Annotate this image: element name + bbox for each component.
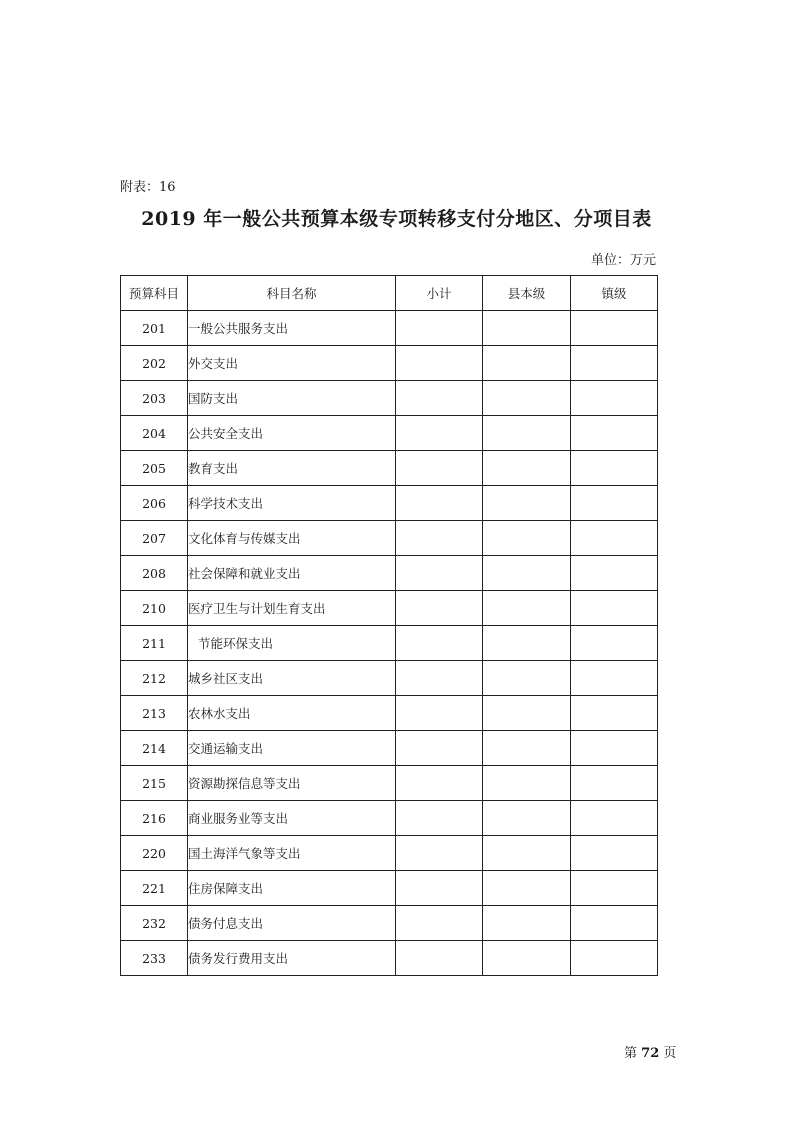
- budget-code-cell: 214: [121, 731, 188, 766]
- budget-code-cell: 201: [121, 311, 188, 346]
- county-level-cell: [483, 696, 571, 731]
- town-level-cell: [571, 416, 658, 451]
- table-row: [121, 416, 658, 451]
- item-name-cell: 国土海洋气象等支出: [188, 836, 396, 871]
- county-level-cell: [483, 416, 571, 451]
- table-row: [121, 696, 658, 731]
- unit-label: 单位：万元: [590, 253, 656, 268]
- subtotal-cell: [396, 556, 483, 591]
- page-number: [624, 1042, 676, 1061]
- subtotal-cell: [396, 731, 483, 766]
- item-name-cell: 国防支出: [188, 381, 396, 416]
- subtotal-cell: [396, 661, 483, 696]
- county-level-cell: [483, 906, 571, 941]
- town-level-cell: [571, 556, 658, 591]
- item-name-cell: 债务发行费用支出: [188, 941, 396, 976]
- county-level-cell: [483, 591, 571, 626]
- header-item-name: 科目名称: [188, 276, 396, 311]
- budget-code-cell: 208: [121, 556, 188, 591]
- subtotal-cell: [396, 346, 483, 381]
- county-level-cell: [483, 661, 571, 696]
- item-name-cell: 城乡社区支出: [188, 661, 396, 696]
- header-budget-code: 预算科目: [121, 276, 188, 311]
- town-level-cell: [571, 626, 658, 661]
- table-row: [121, 381, 658, 416]
- table-row: [121, 486, 658, 521]
- budget-code-cell: 215: [121, 766, 188, 801]
- item-name-cell: 外交支出: [188, 346, 396, 381]
- county-level-cell: [483, 556, 571, 591]
- item-name-cell: 一般公共服务支出: [188, 311, 396, 346]
- town-level-cell: [571, 731, 658, 766]
- budget-code-cell: 207: [121, 521, 188, 556]
- item-name-cell: 资源勘探信息等支出: [188, 766, 396, 801]
- item-name-cell: 农林水支出: [188, 696, 396, 731]
- item-name-cell: 交通运输支出: [188, 731, 396, 766]
- table-row: [121, 836, 658, 871]
- town-level-cell: [571, 381, 658, 416]
- item-name-cell: 社会保障和就业支出: [188, 556, 396, 591]
- budget-code-cell: 204: [121, 416, 188, 451]
- town-level-cell: [571, 521, 658, 556]
- budget-code-cell: 205: [121, 451, 188, 486]
- budget-code-cell: 232: [121, 906, 188, 941]
- county-level-cell: [483, 521, 571, 556]
- table-row: [121, 941, 658, 976]
- table-row: [121, 661, 658, 696]
- table-row: [121, 451, 658, 486]
- subtotal-cell: [396, 906, 483, 941]
- town-level-cell: [571, 661, 658, 696]
- town-level-cell: [571, 346, 658, 381]
- item-name-cell: 商业服务业等支出: [188, 801, 396, 836]
- town-level-cell: [571, 836, 658, 871]
- county-level-cell: [483, 451, 571, 486]
- table-row: [121, 871, 658, 906]
- county-level-cell: [483, 836, 571, 871]
- subtotal-cell: [396, 836, 483, 871]
- table-row: [121, 556, 658, 591]
- page-title: 2019 年一般公共预算本级专项转移支付分地区、分项目表: [141, 208, 652, 230]
- table-row: [121, 311, 658, 346]
- county-level-cell: [483, 871, 571, 906]
- budget-code-cell: 216: [121, 801, 188, 836]
- county-level-cell: [483, 346, 571, 381]
- budget-table: [120, 275, 658, 976]
- county-level-cell: [483, 626, 571, 661]
- budget-code-cell: 220: [121, 836, 188, 871]
- header-town-level: 镇级: [571, 276, 658, 311]
- item-name-cell: 文化体育与传媒支出: [188, 521, 396, 556]
- subtotal-cell: [396, 521, 483, 556]
- table-row: [121, 906, 658, 941]
- table-row: [121, 731, 658, 766]
- table-row: [121, 521, 658, 556]
- budget-code-cell: 210: [121, 591, 188, 626]
- item-name-cell: 公共安全支出: [188, 416, 396, 451]
- subtotal-cell: [396, 696, 483, 731]
- header-county-level: 县本级: [483, 276, 571, 311]
- subtotal-cell: [396, 486, 483, 521]
- county-level-cell: [483, 801, 571, 836]
- town-level-cell: [571, 906, 658, 941]
- item-name-cell: 医疗卫生与计划生育支出: [188, 591, 396, 626]
- subtotal-cell: [396, 381, 483, 416]
- header-subtotal: 小计: [396, 276, 483, 311]
- budget-code-cell: 221: [121, 871, 188, 906]
- county-level-cell: [483, 486, 571, 521]
- subtotal-cell: [396, 941, 483, 976]
- table-row: [121, 626, 658, 661]
- county-level-cell: [483, 381, 571, 416]
- table-row: [121, 346, 658, 381]
- subtotal-cell: [396, 451, 483, 486]
- town-level-cell: [571, 941, 658, 976]
- county-level-cell: [483, 766, 571, 801]
- county-level-cell: [483, 731, 571, 766]
- page-number-value: 72: [641, 1046, 660, 1061]
- subtotal-cell: [396, 591, 483, 626]
- town-level-cell: [571, 486, 658, 521]
- page-suffix: 页: [663, 1046, 677, 1061]
- subtotal-cell: [396, 626, 483, 661]
- table-row: [121, 801, 658, 836]
- town-level-cell: [571, 696, 658, 731]
- budget-code-cell: 213: [121, 696, 188, 731]
- town-level-cell: [571, 801, 658, 836]
- county-level-cell: [483, 941, 571, 976]
- table-row: [121, 766, 658, 801]
- table-row: [121, 591, 658, 626]
- subtotal-cell: [396, 871, 483, 906]
- budget-code-cell: 206: [121, 486, 188, 521]
- town-level-cell: [571, 591, 658, 626]
- item-name-cell: 债务付息支出: [188, 906, 396, 941]
- budget-code-cell: 211: [121, 626, 188, 661]
- budget-code-cell: 212: [121, 661, 188, 696]
- budget-code-cell: 203: [121, 381, 188, 416]
- subtotal-cell: [396, 416, 483, 451]
- subtotal-cell: [396, 311, 483, 346]
- table-header-row: [121, 276, 658, 311]
- town-level-cell: [571, 451, 658, 486]
- county-level-cell: [483, 311, 571, 346]
- budget-code-cell: 233: [121, 941, 188, 976]
- budget-code-cell: 202: [121, 346, 188, 381]
- item-name-cell: 教育支出: [188, 451, 396, 486]
- subtotal-cell: [396, 801, 483, 836]
- town-level-cell: [571, 766, 658, 801]
- town-level-cell: [571, 311, 658, 346]
- item-name-cell: 住房保障支出: [188, 871, 396, 906]
- town-level-cell: [571, 871, 658, 906]
- appendix-label: 附表：16: [120, 180, 176, 195]
- item-name-cell: 节能环保支出: [188, 626, 396, 661]
- page-prefix: 第: [624, 1046, 638, 1061]
- subtotal-cell: [396, 766, 483, 801]
- item-name-cell: 科学技术支出: [188, 486, 396, 521]
